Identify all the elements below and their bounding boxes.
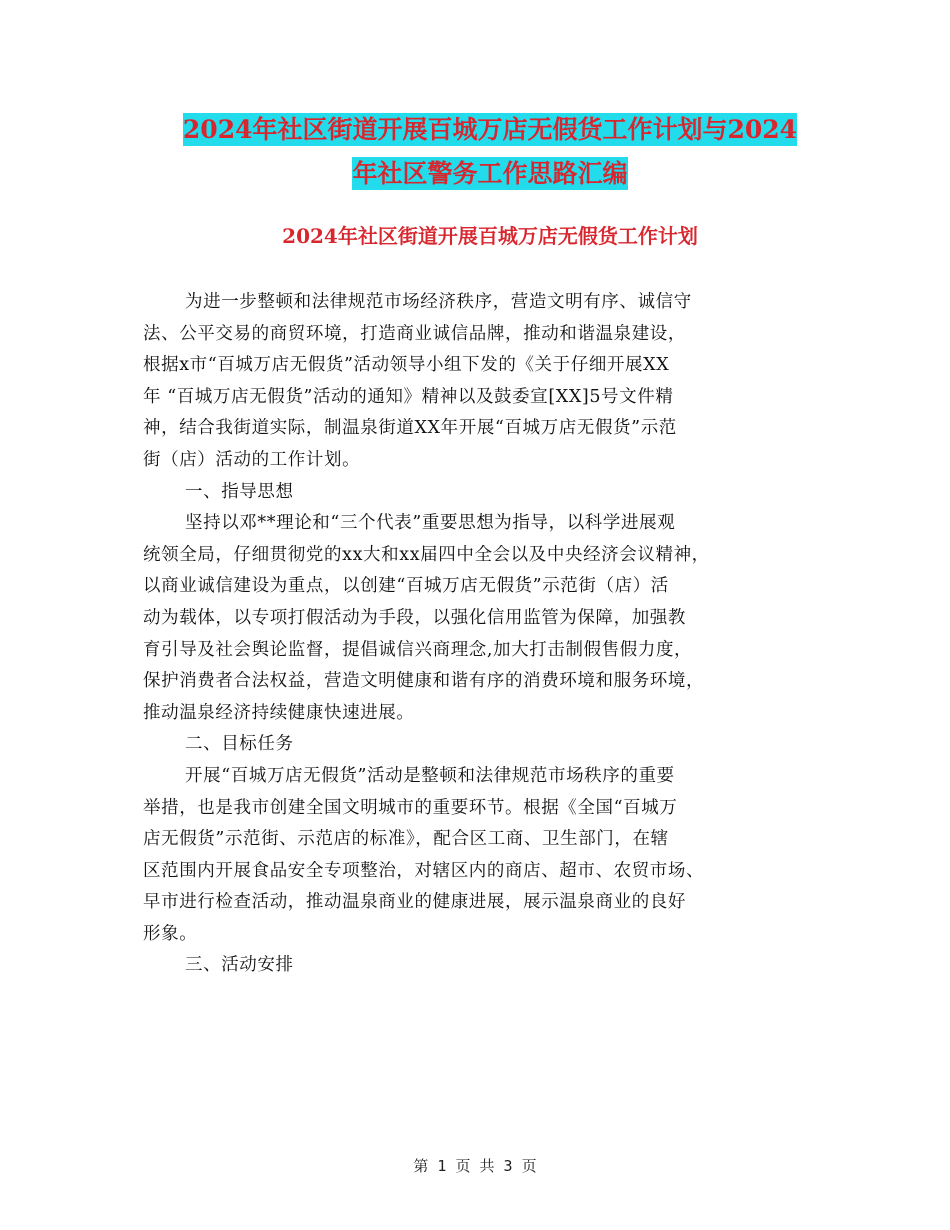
paragraph-line: 动为载体，以专项打假活动为手段，以强化信用监管为保障，加强教	[143, 607, 686, 628]
title-highlight-2: 年社区警务工作思路汇编	[352, 159, 628, 188]
document-title-line-2	[140, 158, 840, 190]
paragraph-line: 育引导及社会舆论监督，提倡诚信兴商理念,加大打击制假售假力度，	[143, 639, 693, 660]
paragraph-line: 举措，也是我市创建全国文明城市的重要环节。根据《全国“百城万	[143, 797, 678, 818]
paragraph-line: 开展“百城万店无假货”活动是整顿和法律规范市场秩序的重要	[185, 765, 675, 786]
paragraph-line: 店无假货”示范街、示范店的标准》，配合区工商、卫生部门，在辖	[143, 829, 669, 850]
paragraph-line: 保护消费者合法权益，营造文明健康和谐有序的消费环境和服务环境，	[143, 671, 705, 692]
paragraph-line: 形象。	[143, 923, 198, 944]
paragraph-line: 根据x市“百城万店无假货”活动领导小组下发的《关于仔细开展XX	[143, 355, 670, 376]
paragraph-line: 区范围内开展食品安全专项整治，对辖区内的商店、超市、农贸市场、	[143, 860, 705, 881]
paragraph-line: 街（店）活动的工作计划。	[143, 449, 361, 470]
heading-goals: 二、目标任务	[185, 734, 294, 755]
paragraph-line: 推动温泉经济持续健康快速进展。	[143, 702, 415, 723]
page-footer: 第 1 页 共 3 页	[413, 1157, 537, 1175]
document-title-line-1	[140, 114, 840, 146]
paragraph-line: 年 “百城万店无假货”活动的通知》精神以及鼓委宣[XX]5号文件精	[143, 386, 674, 407]
heading-guiding-thought: 一、指导思想	[185, 481, 294, 502]
heading-activities: 三、活动安排	[185, 955, 294, 976]
paragraph-line: 以商业诚信建设为重点，以创建“百城万店无假货”示范街（店）活	[143, 576, 669, 597]
paragraph-line: 为进一步整顿和法律规范市场经济秩序，营造文明有序、诚信守	[185, 292, 692, 312]
paragraph-line: 神，结合我街道实际，制温泉街道XX年开展“百城万店无假货”示范	[143, 418, 677, 439]
paragraph-line: 统领全局，仔细贯彻党的xx大和xx届四中全会以及中央经济会议精神，	[143, 544, 710, 565]
paragraph-line: 早市进行检查活动，推动温泉商业的健康进展，展示温泉商业的良好	[143, 892, 686, 913]
title-highlight-1: 2024年社区街道开展百城万店无假货工作计划与2024	[182, 115, 798, 144]
paragraph-line: 法、公平交易的商贸环境，打造商业诚信品牌，推动和谐温泉建设，	[143, 323, 686, 344]
paragraph-line: 坚持以邓**理论和“三个代表”重要思想为指导，以科学进展观	[185, 513, 676, 534]
document-body	[143, 287, 823, 982]
section-title: 2024年社区街道开展百城万店无假货工作计划	[282, 224, 698, 248]
